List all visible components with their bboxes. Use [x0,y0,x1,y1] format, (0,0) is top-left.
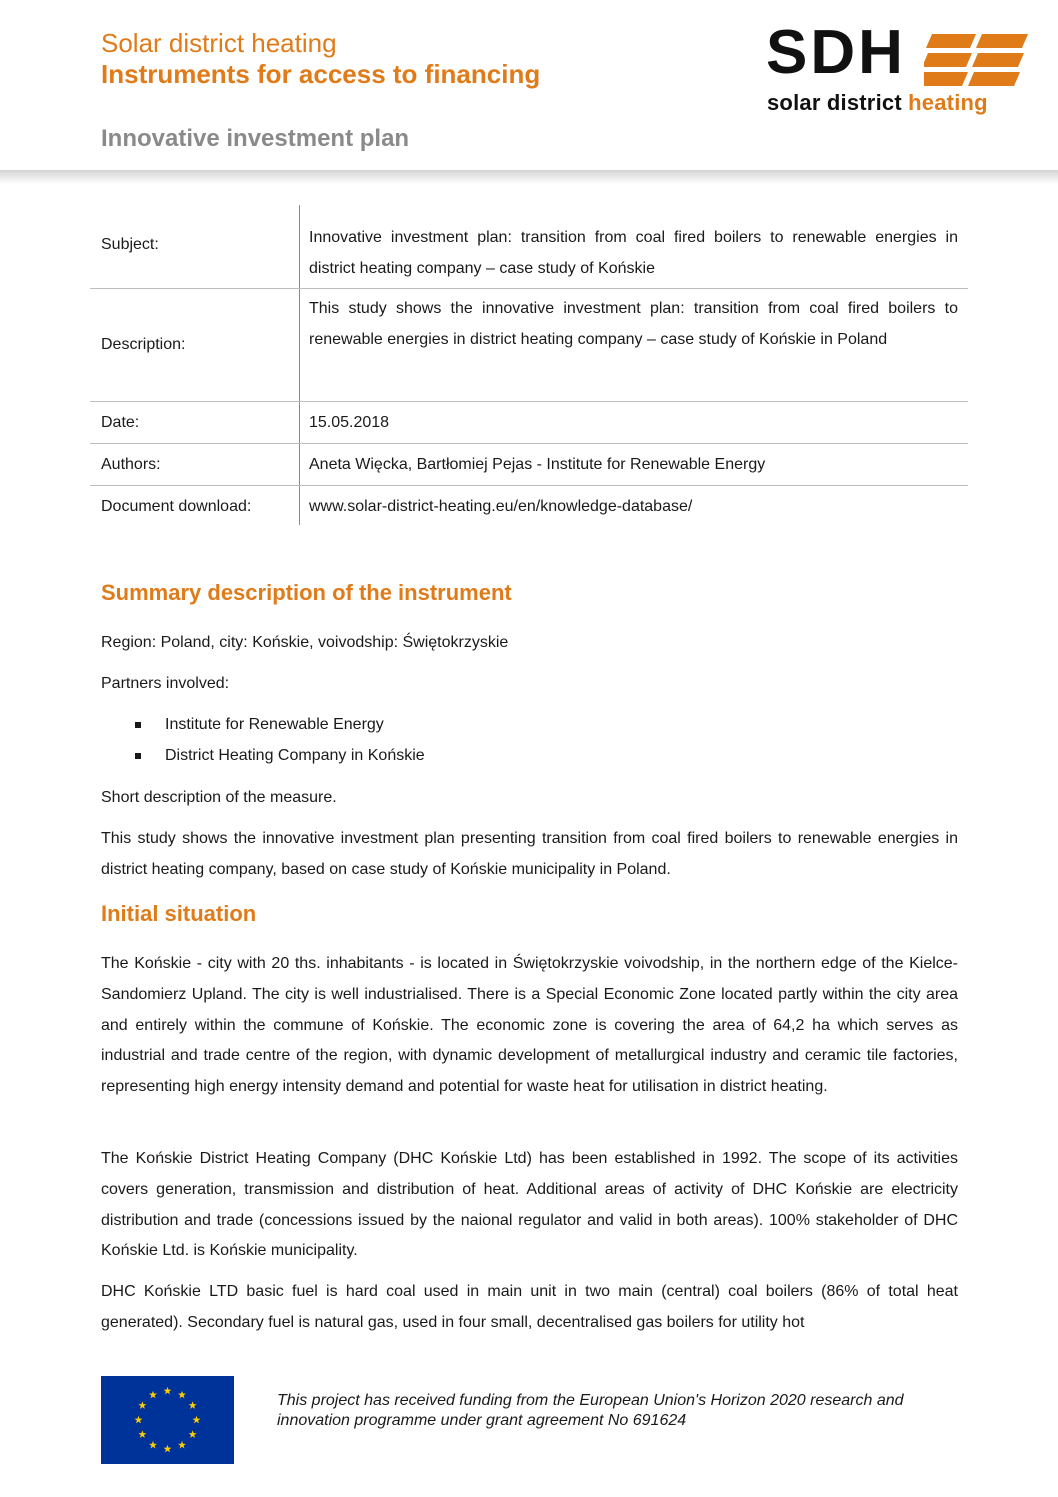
initial-paragraph-3: DHC Końskie LTD basic fuel is hard coal used in main unit in two main (central) coal boilers (86% of total heat generated). Secondary fuel is natural gas, used in four small, decentralised gas boilers for utility hot [101,1283,958,1331]
header-shadow [0,170,1058,184]
description-value: This study shows the innovative investment plan: transition from coal fired boilers to renewable energies in district heating company – case study of Końskie in Poland [309,300,958,348]
eu-flag-icon [101,1376,234,1464]
authors-value: Aneta Więcka, Bartłomiej Pejas - Institute for Renewable Energy [309,456,766,473]
logo-letters: SDH [766,18,906,87]
funding-statement: This project has received funding from the European Union's Horizon 2020 research and innovation programme under grant agreement No 691624 [277,1392,904,1429]
region-text: Region: Poland, city: Końskie, voivodship: Świętokrzyskie [101,634,509,651]
table-row-subject [90,205,968,289]
download-link[interactable]: www.solar-district-heating.eu/en/knowledge-database/ [309,498,693,515]
date-label: Date: [101,414,140,431]
initial-paragraph-1: The Końskie - city with 20 ths. inhabitants - is located in Świętokrzyskie voivodship, in the northern edge of the Kielce-Sandomierz Upland. The city is well industrialised. There is a Special Economic Zone located partly within the city area and entirely within the commune of Końskie. The economic zone is covering the area of 64,2 ha which serves as industrial and trade centre of the region, with dynamic development of metallurgical industry and ceramic tile factories, representing high energy intensity demand and potential for waste heat for utilisation in district heating. [101,955,958,1096]
table-row-download [90,486,968,527]
subject-value: Innovative investment plan: transition from coal fired boilers to renewable energies in district heating company – case study of Końskie [309,229,958,277]
description-label: Description: [101,336,186,353]
table-row-description [90,289,968,402]
date-value: 15.05.2018 [309,414,390,431]
logo-text-orange: heating [908,90,988,115]
partner-name: Institute for Renewable Energy [165,716,384,733]
partner-name: District Heating Company in Końskie [165,747,425,764]
short-description-label: Short description of the measure. [101,789,337,806]
bullet-icon [135,753,141,759]
sdh-logo [766,18,1028,120]
logo-text-dark: solar district [767,90,909,115]
table-row-date [90,402,968,444]
summary-heading: Summary description of the instrument [101,580,512,605]
header-subtitle: Instruments for access to financing [101,59,541,89]
download-label: Document download: [101,498,252,515]
authors-label: Authors: [101,456,161,473]
partners-label: Partners involved: [101,675,230,692]
logo-bars-icon [924,34,1028,86]
bullet-icon [135,722,141,728]
table-row-authors [90,444,968,486]
document-type: Innovative investment plan [101,125,410,152]
initial-situation-heading: Initial situation [101,901,257,926]
page-header [0,0,1058,172]
document-info-table [90,205,968,527]
header-title: Solar district heating [101,28,337,58]
short-description-text: This study shows the innovative investment plan presenting transition from coal fired boilers to renewable energies in district heating company, based on case study of Końskie municipality in Poland. [101,830,958,878]
logo-wordmark [767,90,988,116]
subject-label: Subject: [101,236,159,253]
initial-paragraph-2: The Końskie District Heating Company (DHC Końskie Ltd) has been established in 1992. The scope of its activities covers generation, transmission and distribution of heat. Additional areas of activity of DHC Końskie are electricity distribution and trade (concessions issued by the naional regulator and valid in both areas). 100% stakeholder of DHC Końskie Ltd. is Końskie municipality. [101,1150,958,1260]
